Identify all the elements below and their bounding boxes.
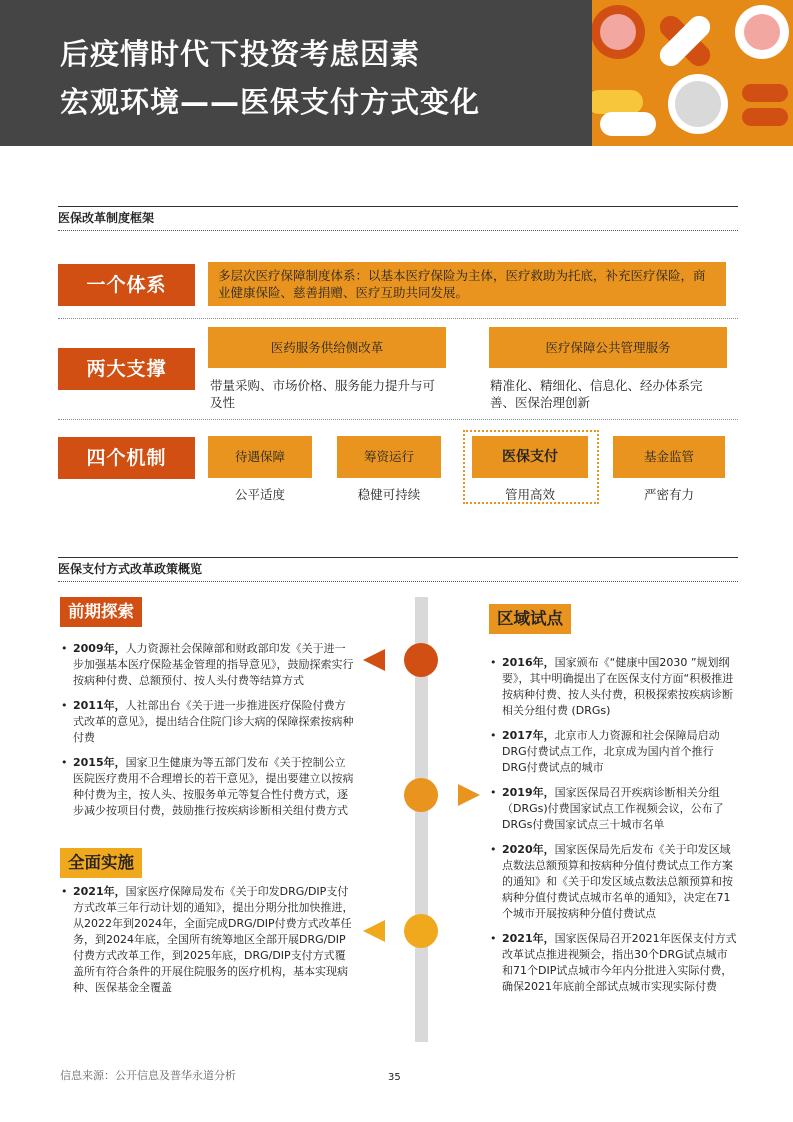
tag-early-exploration: 前期探索	[60, 597, 142, 627]
list-item	[60, 698, 355, 746]
item-year: 2016年，	[502, 656, 555, 669]
item-year: 2009年，	[73, 642, 126, 655]
mechanism-fund-supervision: 基金监管	[613, 436, 725, 478]
decorative-pattern	[592, 0, 793, 146]
item-text: 国家医保局召开2021年医保支付方式改革试点推进视频会，指出30个DRG试点城市和71个DIP试点城市今年内分批进入实际付费，确保2021年底前全部试点城市实现实际付费	[502, 932, 737, 993]
policy-heading-text: 医保支付方式改革政策概览	[58, 562, 203, 576]
row-separator	[58, 318, 738, 319]
public-management-text: 精准化、精细化、信息化、经办体系完善、医保治理创新	[490, 378, 703, 410]
list-item	[489, 728, 737, 776]
one-system-text: 多层次医疗保障制度体系：以基本医疗保险为主体，医疗救助为托底，补充医疗保险，商业健康保险、慈善捐赠、医疗互助共同发展。	[218, 268, 706, 300]
mechanism-caption: 公平适度	[234, 487, 285, 502]
item-year: 2017年，	[502, 729, 555, 742]
mechanism-medical-payment: 医保支付	[472, 436, 588, 478]
mechanism-caption: 稳健可持续	[357, 487, 421, 502]
tag-regional-pilot: 区域试点	[489, 604, 571, 634]
list-item	[489, 931, 737, 995]
pointer-right-icon	[458, 784, 480, 806]
item-year: 2019年，	[502, 786, 555, 799]
mechanism-caption: 管用高效	[504, 487, 555, 502]
framework-heading-text: 医保改革制度框架	[58, 211, 155, 225]
mechanism-financing: 筹资运行	[337, 436, 441, 478]
list-item	[60, 884, 355, 996]
supply-side-reform-box: 医药服务供给侧改革	[208, 327, 446, 368]
list-item	[60, 641, 355, 689]
mechanism-caption: 严密有力	[643, 487, 694, 502]
decorative-shapes-icon	[592, 0, 793, 146]
item-text: 国家卫生健康为等五部门发布《关于控制公立医院医疗费用不合理增长的若干意见》，提出要建立以按病种付费为主，按人头、按服务单元等复合性付费方式，逐步减少按项目付费，鼓励推行按疾病诊断相关组付费方式	[73, 756, 354, 817]
item-year: 2011年，	[73, 699, 126, 712]
page-number: 35	[388, 1072, 401, 1083]
item-text: 国家医保局先后发布《关于印发区域点数法总额预算和按病种分值付费试点工作方案的通知》和《关于印发区域点数法总额预算和按病种分值付费试点城市名单的通知》，决定在71个城市开展按病种分值付费试点	[502, 843, 733, 920]
row-separator	[58, 419, 738, 420]
timeline-node	[404, 643, 438, 677]
timeline-node	[404, 914, 438, 948]
item-year: 2015年，	[73, 756, 126, 769]
one-system-box	[208, 262, 726, 306]
pointer-left-icon	[363, 920, 385, 942]
item-text: 人社部出台《关于进一步推进医疗保险付费方式改革的意见》，提出结合住院门诊大病的保障探索按病种付费	[73, 699, 354, 744]
full-implementation-list	[60, 884, 355, 1005]
page-title-line1: 后疫情时代下投资考虑因素	[60, 37, 421, 71]
supply-side-reform-text: 带量采购、市场价格、服务能力提升与可及性	[210, 378, 436, 410]
row-label-one-system: 一个体系	[58, 264, 195, 306]
framework-section-heading	[58, 206, 738, 231]
page-title-line2: 宏观环境——医保支付方式变化	[60, 85, 481, 119]
early-exploration-list	[60, 641, 355, 828]
row-label-four-mechanisms: 四个机制	[58, 437, 195, 479]
list-item	[60, 755, 355, 819]
item-year: 2020年，	[502, 843, 555, 856]
policy-section-heading	[58, 557, 738, 582]
list-item	[489, 785, 737, 833]
public-management-box: 医疗保障公共管理服务	[489, 327, 727, 368]
list-item	[489, 842, 737, 922]
item-text: 国家医疗保障局发布《关于印发DRG/DIP支付方式改革三年行动计划的通知》，提出分期分批加快推进，从2022年到2024年，全面完成DRG/DIP付费方式改革任务，到2024年底，全国所有统筹地区全部开展DRG/DIP付费方式改革工作，到2025年底，DRG/DIP支付方式覆盖所有符合条件的开展住院服务的医疗机构，基本实现病种、医保基金全覆盖	[73, 885, 354, 994]
item-text: 北京市人力资源和社会保障局启动DRG付费试点工作，北京成为国内首个推行DRG付费试点的城市	[502, 729, 720, 774]
item-year: 2021年，	[73, 885, 126, 898]
pointer-left-icon	[363, 649, 385, 671]
mechanism-benefit-guarantee: 待遇保障	[208, 436, 312, 478]
row-label-two-supports: 两大支撑	[58, 348, 195, 390]
list-item	[489, 655, 737, 719]
item-text: 国家医保局召开疾病诊断相关分组（DRGs)付费国家试点工作视频会议，公布了DRGs付费国家试点三十城市名单	[502, 786, 724, 831]
item-text: 国家颁布《“健康中国2030 ”规划纲要》，其中明确提出了在医保支付方面“积极推进按病种付费、按人头付费，积极探索按疾病诊断相关分组付费 (DRGs)	[502, 656, 734, 717]
source-note: 信息来源：公开信息及普华永道分析	[60, 1069, 236, 1082]
regional-pilot-list	[489, 655, 737, 1004]
timeline-node	[404, 778, 438, 812]
tag-full-implementation: 全面实施	[60, 848, 142, 878]
item-year: 2021年，	[502, 932, 555, 945]
item-text: 人力资源社会保障部和财政部印发《关于进一步加强基本医疗保险基金管理的指导意见》，鼓励探索实行按病种付费、总额预付、按人头付费等结算方式	[73, 642, 354, 687]
